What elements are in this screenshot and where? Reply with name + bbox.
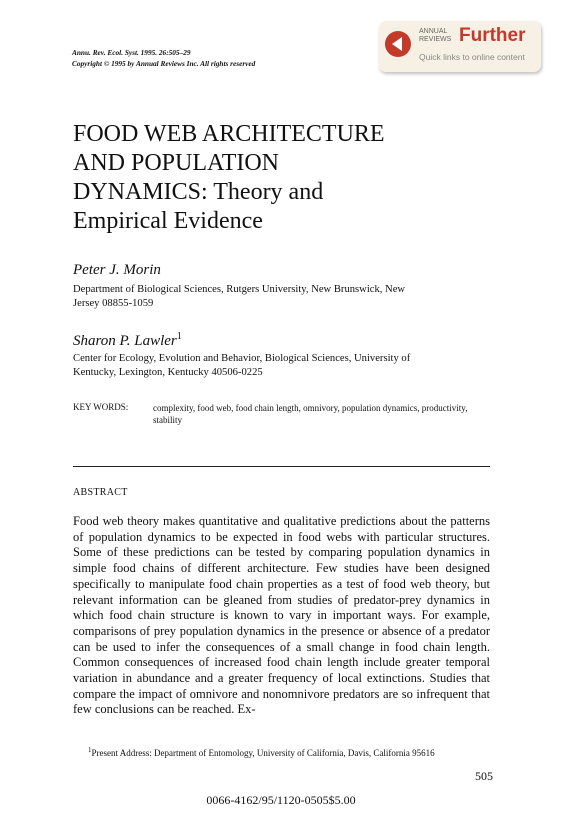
author-1-name: Peter J. Morin (73, 262, 161, 278)
keywords-label: KEY WORDS: (73, 402, 129, 412)
abstract-heading: ABSTRACT (73, 487, 128, 498)
further-banner[interactable] (379, 21, 541, 72)
citation-line-1: Annu. Rev. Ecol. Syst. 1995. 26:505–29 (72, 48, 191, 57)
author-2-name: Sharon P. Lawler (73, 333, 177, 349)
title-line-2: AND POPULATION (73, 150, 280, 176)
footnote-mark: 1 (88, 746, 92, 754)
page-number: 505 (475, 769, 493, 783)
author-2 (73, 331, 182, 350)
keywords-text: complexity, food web, food chain length, omnivory, population dynamics, productivity, stability (153, 403, 468, 425)
author-2-affiliation-line-2: Kentucky, Lexington, Kentucky 40506-0225 (73, 367, 263, 378)
title-line-3: DYNAMICS: Theory and (73, 179, 324, 205)
title-line-1: FOOD WEB ARCHITECTURE (73, 121, 385, 147)
footnote-text: Present Address: Department of Entomology, University of California, Davis, California 95616 (91, 748, 435, 758)
banner-annual: ANNUAL (419, 28, 448, 35)
article-code: 0066-4162/95/1120-0505$5.00 (206, 793, 356, 807)
article-title (73, 120, 385, 236)
author-2-footnote-mark[interactable]: 1 (176, 331, 182, 342)
citation-line-2: Copyright © 1995 by Annual Reviews Inc. All rights reserved (72, 58, 256, 68)
abstract-body: Food web theory makes quantitative and qualitative predictions about the patterns of population dynamics to be expected in food webs with particular structures. Some of these predictions can be tested by comparing population dynamics in simple food chains of different architecture. Few studies have been designed specifically to manipulate food chain properties as a test of food web theory, but relevant information can be gleaned from studies of predator-prey dynamics in which food chain structure is known to vary in important ways. For example, comparisons of prey population dynamics in the presence or absence of a predator can be used to infer the consequences of a small change in food chain length. Common consequences of increased food chain length include greater temporal variation in abundance and a greater frequency of local extinctions. Studies that compare the impact of omnivore and nonomnivore predators are so infrequent that few conclusions can be reached. Ex- (73, 514, 490, 717)
title-line-4: Empirical Evidence (73, 208, 263, 234)
section-divider (73, 466, 490, 467)
citation-block (72, 48, 255, 69)
author-1-affiliation (73, 283, 483, 311)
banner-further[interactable]: Further (459, 25, 526, 46)
footnote (88, 746, 435, 758)
banner-annual-reviews-label (419, 28, 451, 43)
author-1-affiliation-line-1: Department of Biological Sciences, Rutgers University, New Brunswick, New (73, 284, 406, 295)
annual-reviews-logo-icon (385, 31, 411, 57)
author-2-affiliation-line-1: Center for Ecology, Evolution and Behavior, Biological Sciences, University of (73, 353, 411, 364)
banner-quick-links[interactable]: Quick links to online content (419, 52, 525, 62)
author-2-affiliation (73, 352, 483, 380)
author-1-affiliation-line-2: Jersey 08855-1059 (73, 298, 154, 309)
banner-reviews: REVIEWS (419, 35, 452, 43)
